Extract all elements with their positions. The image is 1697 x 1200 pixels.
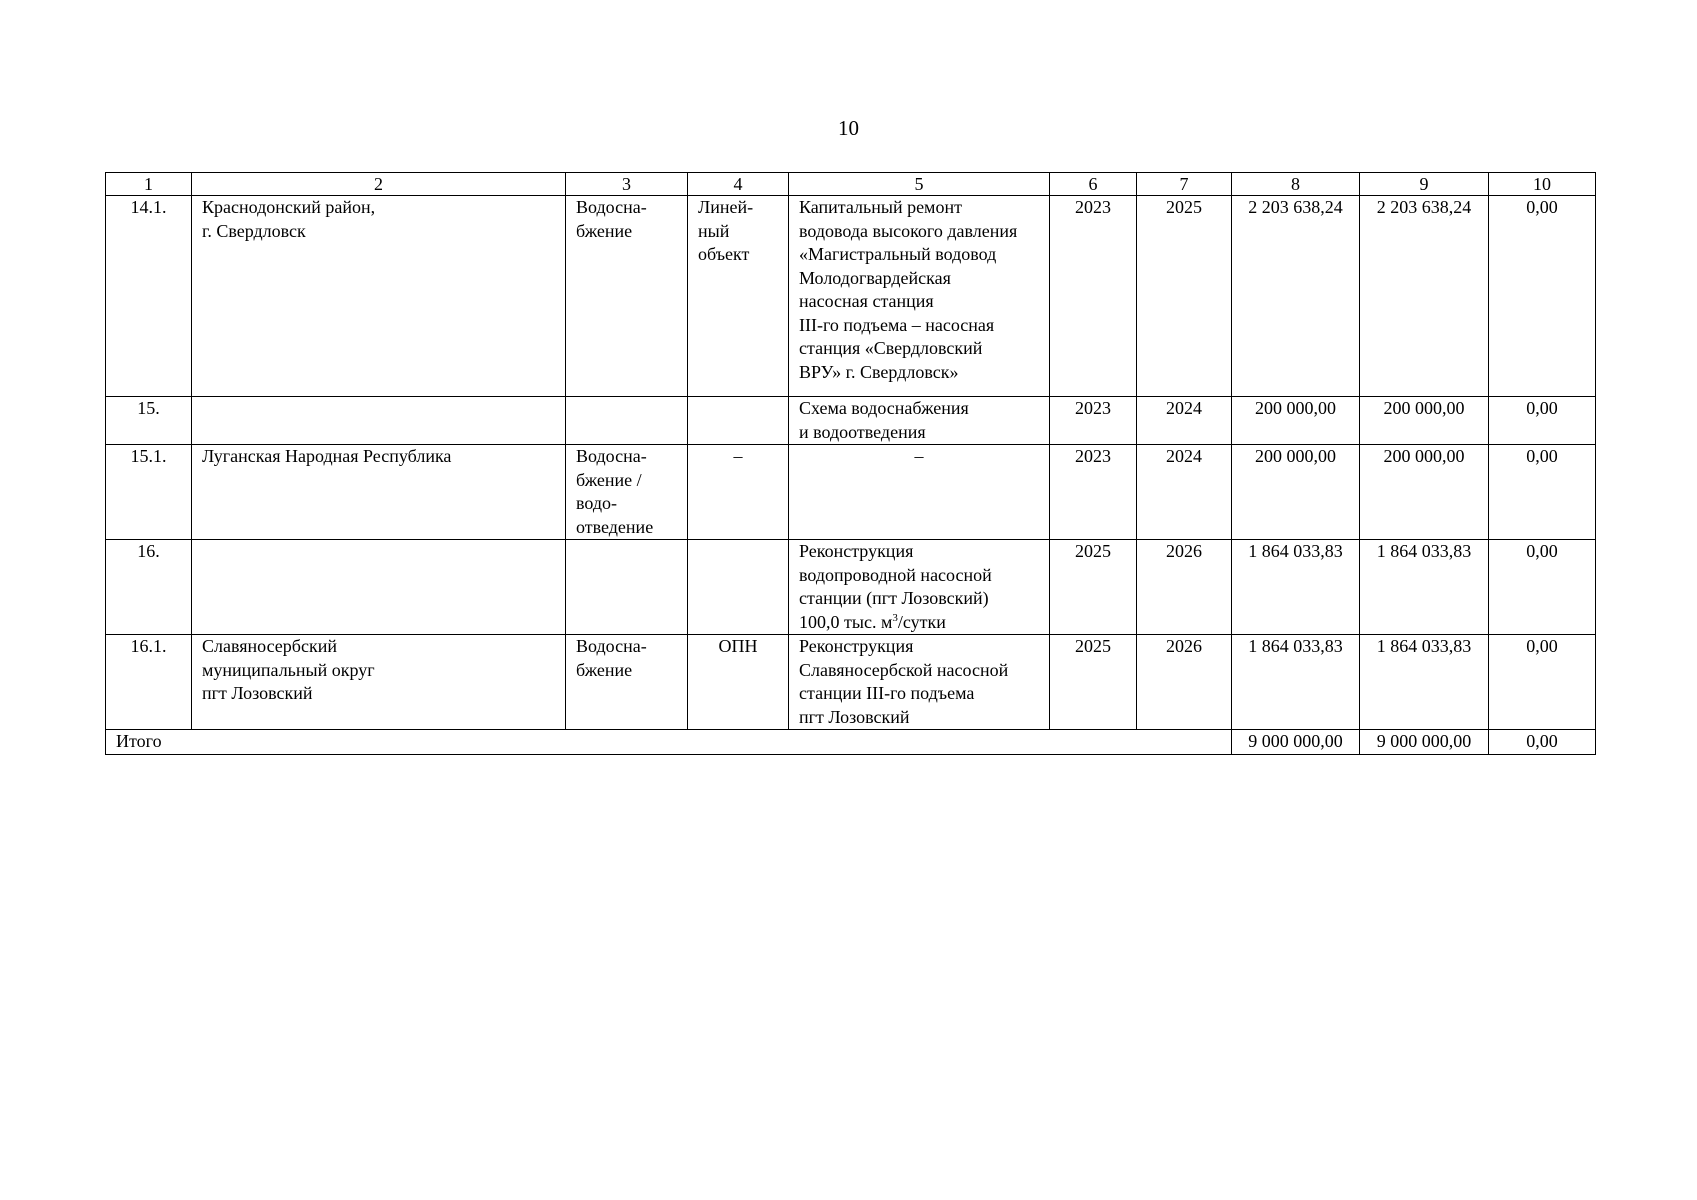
territory-cell bbox=[192, 540, 566, 635]
year-start-cell: 2025 bbox=[1050, 540, 1137, 635]
year-end-cell: 2024 bbox=[1137, 397, 1232, 445]
territory-cell bbox=[192, 635, 566, 730]
type-cell bbox=[566, 445, 688, 540]
year-end-cell: 2024 bbox=[1137, 445, 1232, 540]
description-line: Реконструкция bbox=[799, 636, 914, 656]
table-row bbox=[106, 196, 1596, 397]
header-cell: 1 bbox=[106, 173, 192, 196]
type-cell bbox=[566, 540, 688, 635]
total-label: Итого bbox=[106, 730, 1232, 755]
object-line: ОПН bbox=[718, 636, 758, 656]
header-cell: 6 bbox=[1050, 173, 1137, 196]
object-line: Линей- bbox=[698, 197, 754, 217]
year-start-cell: 2023 bbox=[1050, 445, 1137, 540]
description-line bbox=[799, 611, 1049, 635]
description-text: 100,0 тыс. м bbox=[799, 611, 893, 632]
header-cell: 2 bbox=[192, 173, 566, 196]
row-number: 16.1. bbox=[106, 635, 192, 730]
type-line: бжение bbox=[576, 220, 633, 241]
header-cell: 3 bbox=[566, 173, 688, 196]
description-line: Славяносербской насосной bbox=[799, 659, 1009, 680]
table-row bbox=[106, 540, 1596, 635]
object-cell bbox=[688, 540, 789, 635]
year-end-cell: 2026 bbox=[1137, 635, 1232, 730]
territory-line: Краснодонский район, bbox=[202, 197, 376, 217]
territory-cell bbox=[192, 445, 566, 540]
row-number: 14.1. bbox=[106, 196, 192, 397]
description-cell bbox=[789, 397, 1050, 445]
amount-total-cell: 1 864 033,83 bbox=[1232, 540, 1360, 635]
type-cell bbox=[566, 196, 688, 397]
description-line: Реконструкция bbox=[799, 541, 914, 561]
description-line: Капитальный ремонт bbox=[799, 197, 962, 217]
header-cell: 8 bbox=[1232, 173, 1360, 196]
type-cell bbox=[566, 397, 688, 445]
description-cell bbox=[789, 196, 1050, 397]
row-number: 15.1. bbox=[106, 445, 192, 540]
total-row bbox=[106, 730, 1596, 755]
superscript-exponent: 3 bbox=[892, 611, 898, 624]
amount-other-cell: 0,00 bbox=[1489, 196, 1596, 397]
amount-total-cell: 200 000,00 bbox=[1232, 397, 1360, 445]
total-amount-total: 9 000 000,00 bbox=[1232, 730, 1360, 755]
header-cell: 5 bbox=[789, 173, 1050, 196]
header-cell: 9 bbox=[1360, 173, 1489, 196]
territory-line: пгт Лозовский bbox=[202, 683, 313, 703]
object-cell bbox=[688, 635, 789, 730]
amount-fed-cell: 2 203 638,24 bbox=[1360, 196, 1489, 397]
type-line: бжение / bbox=[576, 469, 642, 490]
description-line: Молодогвардейская bbox=[799, 267, 951, 288]
type-line: Водосна- bbox=[576, 197, 647, 217]
description-line: ВРУ» г. Свердловск» bbox=[799, 361, 959, 382]
header-row bbox=[106, 173, 1596, 196]
description-line: водопроводной насосной bbox=[799, 564, 992, 585]
object-cell bbox=[688, 397, 789, 445]
header-cell: 10 bbox=[1489, 173, 1596, 196]
year-start-cell: 2023 bbox=[1050, 196, 1137, 397]
territory-line: Славяносербский bbox=[202, 636, 337, 656]
description-line: пгт Лозовский bbox=[799, 706, 910, 727]
description-line: и водоотведения bbox=[799, 421, 926, 442]
type-line: водо- bbox=[576, 493, 618, 513]
year-start-cell: 2023 bbox=[1050, 397, 1137, 445]
amount-fed-cell: 1 864 033,83 bbox=[1360, 540, 1489, 635]
amount-fed-cell: 200 000,00 bbox=[1360, 445, 1489, 540]
amount-other-cell: 0,00 bbox=[1489, 540, 1596, 635]
header-cell: 4 bbox=[688, 173, 789, 196]
description-cell bbox=[789, 445, 1050, 540]
territory-cell bbox=[192, 397, 566, 445]
table-row bbox=[106, 635, 1596, 730]
object-cell bbox=[688, 445, 789, 540]
total-amount-fed: 9 000 000,00 bbox=[1360, 730, 1489, 755]
description-cell bbox=[789, 540, 1050, 635]
description-line: «Магистральный водовод bbox=[799, 244, 997, 264]
description-line: – bbox=[914, 446, 924, 466]
description-line: Схема водоснабжения bbox=[799, 398, 969, 418]
territory-line: г. Свердловск bbox=[202, 220, 306, 241]
amount-other-cell: 0,00 bbox=[1489, 445, 1596, 540]
description-line: III-го подъема – насосная bbox=[799, 314, 995, 335]
description-line: станции III-го подъема bbox=[799, 683, 975, 703]
territory-cell bbox=[192, 196, 566, 397]
table-row bbox=[106, 445, 1596, 540]
year-end-cell: 2026 bbox=[1137, 540, 1232, 635]
year-start-cell: 2025 bbox=[1050, 635, 1137, 730]
description-line: насосная станция bbox=[799, 291, 934, 311]
amount-fed-cell: 200 000,00 bbox=[1360, 397, 1489, 445]
amount-total-cell: 200 000,00 bbox=[1232, 445, 1360, 540]
description-line: станция «Свердловский bbox=[799, 338, 983, 358]
type-line: Водосна- bbox=[576, 446, 647, 466]
object-line: объект bbox=[698, 244, 750, 264]
amount-fed-cell: 1 864 033,83 bbox=[1360, 635, 1489, 730]
header-cell: 7 bbox=[1137, 173, 1232, 196]
type-cell bbox=[566, 635, 688, 730]
row-number: 15. bbox=[106, 397, 192, 445]
description-line: водовода высокого давления bbox=[799, 220, 1018, 241]
territory-line: муниципальный округ bbox=[202, 659, 375, 680]
table-row bbox=[106, 397, 1596, 445]
territory-line: Луганская Народная Республика bbox=[202, 446, 452, 466]
amount-other-cell: 0,00 bbox=[1489, 635, 1596, 730]
amount-total-cell: 1 864 033,83 bbox=[1232, 635, 1360, 730]
amount-other-cell: 0,00 bbox=[1489, 397, 1596, 445]
type-line: отведение bbox=[576, 516, 654, 537]
description-text: /сутки bbox=[897, 611, 946, 632]
object-line: – bbox=[733, 446, 743, 466]
description-cell bbox=[789, 635, 1050, 730]
amount-total-cell: 2 203 638,24 bbox=[1232, 196, 1360, 397]
object-cell bbox=[688, 196, 789, 397]
year-end-cell: 2025 bbox=[1137, 196, 1232, 397]
row-number: 16. bbox=[106, 540, 192, 635]
description-line: станции (пгт Лозовский) bbox=[799, 588, 989, 608]
data-table bbox=[105, 172, 1596, 755]
type-line: Водосна- bbox=[576, 636, 647, 656]
type-line: бжение bbox=[576, 659, 633, 680]
total-amount-other: 0,00 bbox=[1489, 730, 1596, 755]
page-number: 10 bbox=[838, 116, 859, 140]
object-line: ный bbox=[698, 220, 730, 241]
